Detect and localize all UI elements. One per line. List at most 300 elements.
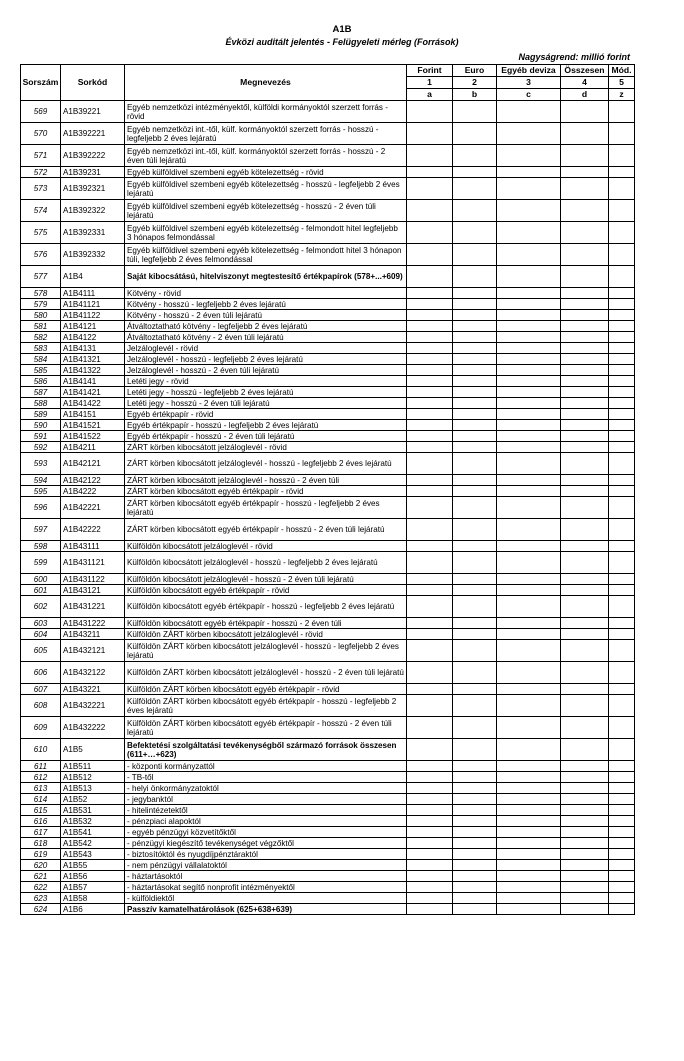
egyeb-deviza-cell[interactable]	[497, 662, 561, 684]
egyeb-deviza-cell[interactable]	[497, 101, 561, 123]
euro-cell[interactable]	[453, 266, 497, 288]
forint-cell[interactable]	[407, 332, 453, 343]
egyeb-deviza-cell[interactable]	[497, 552, 561, 574]
euro-cell[interactable]	[453, 123, 497, 145]
osszesen-cell[interactable]	[561, 442, 609, 453]
forint-cell[interactable]	[407, 849, 453, 860]
osszesen-cell[interactable]	[561, 662, 609, 684]
forint-cell[interactable]	[407, 794, 453, 805]
egyeb-deviza-cell[interactable]	[497, 431, 561, 442]
egyeb-deviza-cell[interactable]	[497, 629, 561, 640]
osszesen-cell[interactable]	[561, 849, 609, 860]
osszesen-cell[interactable]	[561, 717, 609, 739]
row-code: A1B41522	[61, 431, 125, 442]
egyeb-deviza-cell[interactable]	[497, 420, 561, 431]
osszesen-cell[interactable]	[561, 475, 609, 486]
forint-cell[interactable]	[407, 629, 453, 640]
forint-cell[interactable]	[407, 222, 453, 244]
egyeb-deviza-cell[interactable]	[497, 849, 561, 860]
osszesen-cell[interactable]	[561, 794, 609, 805]
egyeb-deviza-cell[interactable]	[497, 409, 561, 420]
euro-cell[interactable]	[453, 101, 497, 123]
egyeb-deviza-cell[interactable]	[497, 486, 561, 497]
mod-cell[interactable]	[609, 695, 635, 717]
egyeb-deviza-cell[interactable]	[497, 585, 561, 596]
euro-cell[interactable]	[453, 552, 497, 574]
egyeb-deviza-cell[interactable]	[497, 365, 561, 376]
mod-cell[interactable]	[609, 904, 635, 915]
forint-cell[interactable]	[407, 574, 453, 585]
mod-cell[interactable]	[609, 310, 635, 321]
mod-cell[interactable]	[609, 684, 635, 695]
forint-cell[interactable]	[407, 805, 453, 816]
euro-cell[interactable]	[453, 288, 497, 299]
mod-cell[interactable]	[609, 585, 635, 596]
row-code: A1B431221	[61, 596, 125, 618]
forint-cell[interactable]	[407, 904, 453, 915]
egyeb-deviza-cell[interactable]	[497, 695, 561, 717]
egyeb-deviza-cell[interactable]	[497, 222, 561, 244]
egyeb-deviza-cell[interactable]	[497, 200, 561, 222]
forint-cell[interactable]	[407, 772, 453, 783]
euro-cell[interactable]	[453, 475, 497, 486]
forint-cell[interactable]	[407, 387, 453, 398]
euro-cell[interactable]	[453, 200, 497, 222]
forint-cell[interactable]	[407, 376, 453, 387]
euro-cell[interactable]	[453, 805, 497, 816]
mod-cell[interactable]	[609, 453, 635, 475]
egyeb-deviza-cell[interactable]	[497, 167, 561, 178]
balance-sheet-table	[20, 64, 635, 915]
euro-cell[interactable]	[453, 519, 497, 541]
osszesen-cell[interactable]	[561, 805, 609, 816]
osszesen-cell[interactable]	[561, 497, 609, 519]
egyeb-deviza-cell[interactable]	[497, 882, 561, 893]
mod-cell[interactable]	[609, 343, 635, 354]
osszesen-cell[interactable]	[561, 882, 609, 893]
forint-cell[interactable]	[407, 662, 453, 684]
egyeb-deviza-cell[interactable]	[497, 288, 561, 299]
mod-cell[interactable]	[609, 574, 635, 585]
euro-cell[interactable]	[453, 739, 497, 761]
osszesen-cell[interactable]	[561, 222, 609, 244]
osszesen-cell[interactable]	[561, 398, 609, 409]
egyeb-deviza-cell[interactable]	[497, 783, 561, 794]
forint-cell[interactable]	[407, 871, 453, 882]
euro-cell[interactable]	[453, 453, 497, 475]
forint-cell[interactable]	[407, 288, 453, 299]
mod-cell[interactable]	[609, 398, 635, 409]
egyeb-deviza-cell[interactable]	[497, 904, 561, 915]
forint-cell[interactable]	[407, 299, 453, 310]
osszesen-cell[interactable]	[561, 409, 609, 420]
osszesen-cell[interactable]	[561, 618, 609, 629]
forint-cell[interactable]	[407, 497, 453, 519]
forint-cell[interactable]	[407, 695, 453, 717]
euro-cell[interactable]	[453, 365, 497, 376]
euro-cell[interactable]	[453, 816, 497, 827]
osszesen-cell[interactable]	[561, 783, 609, 794]
egyeb-deviza-cell[interactable]	[497, 354, 561, 365]
euro-cell[interactable]	[453, 772, 497, 783]
forint-cell[interactable]	[407, 739, 453, 761]
euro-cell[interactable]	[453, 893, 497, 904]
osszesen-cell[interactable]	[561, 860, 609, 871]
egyeb-deviza-cell[interactable]	[497, 475, 561, 486]
osszesen-cell[interactable]	[561, 552, 609, 574]
euro-cell[interactable]	[453, 145, 497, 167]
osszesen-cell[interactable]	[561, 904, 609, 915]
forint-cell[interactable]	[407, 618, 453, 629]
forint-cell[interactable]	[407, 145, 453, 167]
euro-cell[interactable]	[453, 904, 497, 915]
osszesen-cell[interactable]	[561, 332, 609, 343]
osszesen-cell[interactable]	[561, 761, 609, 772]
row-code: A1B41421	[61, 387, 125, 398]
mod-cell[interactable]	[609, 409, 635, 420]
osszesen-cell[interactable]	[561, 145, 609, 167]
mod-cell[interactable]	[609, 882, 635, 893]
mod-cell[interactable]	[609, 640, 635, 662]
euro-cell[interactable]	[453, 310, 497, 321]
euro-cell[interactable]	[453, 178, 497, 200]
osszesen-cell[interactable]	[561, 387, 609, 398]
mod-cell[interactable]	[609, 376, 635, 387]
euro-cell[interactable]	[453, 783, 497, 794]
mod-cell[interactable]	[609, 365, 635, 376]
forint-cell[interactable]	[407, 717, 453, 739]
mod-cell[interactable]	[609, 486, 635, 497]
euro-cell[interactable]	[453, 640, 497, 662]
row-number: 570	[21, 123, 61, 145]
mod-cell[interactable]	[609, 101, 635, 123]
forint-cell[interactable]	[407, 783, 453, 794]
row-name: Egyéb külföldivel szembeni egyéb kötelezettség - felmondott hitel legfeljebb 3 hónapos felmondással	[125, 222, 407, 244]
egyeb-deviza-cell[interactable]	[497, 145, 561, 167]
mod-cell[interactable]	[609, 123, 635, 145]
mod-cell[interactable]	[609, 431, 635, 442]
osszesen-cell[interactable]	[561, 101, 609, 123]
egyeb-deviza-cell[interactable]	[497, 299, 561, 310]
osszesen-cell[interactable]	[561, 288, 609, 299]
forint-cell[interactable]	[407, 178, 453, 200]
row-code: A1B41321	[61, 354, 125, 365]
forint-cell[interactable]	[407, 101, 453, 123]
euro-cell[interactable]	[453, 882, 497, 893]
osszesen-cell[interactable]	[561, 244, 609, 266]
osszesen-cell[interactable]	[561, 486, 609, 497]
mod-cell[interactable]	[609, 805, 635, 816]
egyeb-deviza-cell[interactable]	[497, 398, 561, 409]
mod-cell[interactable]	[609, 475, 635, 486]
osszesen-cell[interactable]	[561, 541, 609, 552]
euro-cell[interactable]	[453, 860, 497, 871]
mod-cell[interactable]	[609, 772, 635, 783]
mod-cell[interactable]	[609, 739, 635, 761]
mod-cell[interactable]	[609, 354, 635, 365]
row-name: Átváltoztatható kötvény - legfeljebb 2 éves lejáratú	[125, 321, 407, 332]
forint-cell[interactable]	[407, 860, 453, 871]
forint-cell[interactable]	[407, 343, 453, 354]
mod-cell[interactable]	[609, 442, 635, 453]
forint-cell[interactable]	[407, 761, 453, 772]
osszesen-cell[interactable]	[561, 585, 609, 596]
euro-cell[interactable]	[453, 585, 497, 596]
euro-cell[interactable]	[453, 354, 497, 365]
mod-cell[interactable]	[609, 618, 635, 629]
forint-cell[interactable]	[407, 596, 453, 618]
euro-cell[interactable]	[453, 618, 497, 629]
osszesen-cell[interactable]	[561, 519, 609, 541]
osszesen-cell[interactable]	[561, 893, 609, 904]
egyeb-deviza-cell[interactable]	[497, 321, 561, 332]
egyeb-deviza-cell[interactable]	[497, 871, 561, 882]
euro-cell[interactable]	[453, 596, 497, 618]
egyeb-deviza-cell[interactable]	[497, 596, 561, 618]
euro-cell[interactable]	[453, 684, 497, 695]
osszesen-cell[interactable]	[561, 365, 609, 376]
euro-cell[interactable]	[453, 849, 497, 860]
forint-cell[interactable]	[407, 585, 453, 596]
forint-cell[interactable]	[407, 486, 453, 497]
forint-cell[interactable]	[407, 640, 453, 662]
mod-cell[interactable]	[609, 299, 635, 310]
osszesen-cell[interactable]	[561, 123, 609, 145]
egyeb-deviza-cell[interactable]	[497, 827, 561, 838]
egyeb-deviza-cell[interactable]	[497, 519, 561, 541]
egyeb-deviza-cell[interactable]	[497, 310, 561, 321]
forint-cell[interactable]	[407, 200, 453, 222]
euro-cell[interactable]	[453, 497, 497, 519]
euro-cell[interactable]	[453, 222, 497, 244]
mod-cell[interactable]	[609, 145, 635, 167]
egyeb-deviza-cell[interactable]	[497, 772, 561, 783]
mod-cell[interactable]	[609, 519, 635, 541]
egyeb-deviza-cell[interactable]	[497, 541, 561, 552]
mod-cell[interactable]	[609, 321, 635, 332]
mod-cell[interactable]	[609, 200, 635, 222]
osszesen-cell[interactable]	[561, 739, 609, 761]
osszesen-cell[interactable]	[561, 266, 609, 288]
mod-cell[interactable]	[609, 717, 635, 739]
euro-cell[interactable]	[453, 387, 497, 398]
forint-cell[interactable]	[407, 354, 453, 365]
egyeb-deviza-cell[interactable]	[497, 266, 561, 288]
egyeb-deviza-cell[interactable]	[497, 717, 561, 739]
egyeb-deviza-cell[interactable]	[497, 376, 561, 387]
mod-cell[interactable]	[609, 827, 635, 838]
osszesen-cell[interactable]	[561, 343, 609, 354]
forint-cell[interactable]	[407, 420, 453, 431]
forint-cell[interactable]	[407, 838, 453, 849]
osszesen-cell[interactable]	[561, 354, 609, 365]
forint-cell[interactable]	[407, 431, 453, 442]
forint-cell[interactable]	[407, 453, 453, 475]
osszesen-cell[interactable]	[561, 200, 609, 222]
mod-cell[interactable]	[609, 167, 635, 178]
osszesen-cell[interactable]	[561, 574, 609, 585]
mod-cell[interactable]	[609, 893, 635, 904]
osszesen-cell[interactable]	[561, 167, 609, 178]
mod-cell[interactable]	[609, 288, 635, 299]
egyeb-deviza-cell[interactable]	[497, 684, 561, 695]
mod-cell[interactable]	[609, 541, 635, 552]
egyeb-deviza-cell[interactable]	[497, 893, 561, 904]
euro-cell[interactable]	[453, 871, 497, 882]
egyeb-deviza-cell[interactable]	[497, 860, 561, 871]
mod-cell[interactable]	[609, 761, 635, 772]
euro-cell[interactable]	[453, 431, 497, 442]
egyeb-deviza-cell[interactable]	[497, 244, 561, 266]
row-code: A1B43121	[61, 585, 125, 596]
mod-cell[interactable]	[609, 222, 635, 244]
table-row	[21, 640, 635, 662]
osszesen-cell[interactable]	[561, 178, 609, 200]
egyeb-deviza-cell[interactable]	[497, 805, 561, 816]
mod-cell[interactable]	[609, 794, 635, 805]
euro-cell[interactable]	[453, 629, 497, 640]
forint-cell[interactable]	[407, 167, 453, 178]
egyeb-deviza-cell[interactable]	[497, 123, 561, 145]
row-name: Egyéb nemzetközi int.-től, külf. kormányoktól szerzett forrás - hosszú - legfeljebb 2 éves lejáratú	[125, 123, 407, 145]
forint-cell[interactable]	[407, 882, 453, 893]
mod-cell[interactable]	[609, 816, 635, 827]
forint-cell[interactable]	[407, 519, 453, 541]
euro-cell[interactable]	[453, 827, 497, 838]
forint-cell[interactable]	[407, 409, 453, 420]
euro-cell[interactable]	[453, 486, 497, 497]
forint-cell[interactable]	[407, 827, 453, 838]
forint-cell[interactable]	[407, 684, 453, 695]
forint-cell[interactable]	[407, 310, 453, 321]
mod-cell[interactable]	[609, 596, 635, 618]
mod-cell[interactable]	[609, 838, 635, 849]
euro-cell[interactable]	[453, 574, 497, 585]
euro-cell[interactable]	[453, 761, 497, 772]
euro-cell[interactable]	[453, 409, 497, 420]
egyeb-deviza-cell[interactable]	[497, 453, 561, 475]
euro-cell[interactable]	[453, 420, 497, 431]
row-name: Passzív kamatelhatárolások (625+638+639)	[125, 904, 407, 915]
euro-cell[interactable]	[453, 442, 497, 453]
forint-cell[interactable]	[407, 816, 453, 827]
osszesen-cell[interactable]	[561, 772, 609, 783]
egyeb-deviza-cell[interactable]	[497, 442, 561, 453]
euro-cell[interactable]	[453, 717, 497, 739]
euro-cell[interactable]	[453, 794, 497, 805]
euro-cell[interactable]	[453, 244, 497, 266]
osszesen-cell[interactable]	[561, 299, 609, 310]
osszesen-cell[interactable]	[561, 871, 609, 882]
mod-cell[interactable]	[609, 266, 635, 288]
mod-cell[interactable]	[609, 849, 635, 860]
egyeb-deviza-cell[interactable]	[497, 178, 561, 200]
mod-cell[interactable]	[609, 860, 635, 871]
forint-cell[interactable]	[407, 123, 453, 145]
forint-cell[interactable]	[407, 541, 453, 552]
osszesen-cell[interactable]	[561, 420, 609, 431]
table-row	[21, 244, 635, 266]
forint-cell[interactable]	[407, 321, 453, 332]
euro-cell[interactable]	[453, 332, 497, 343]
euro-cell[interactable]	[453, 299, 497, 310]
forint-cell[interactable]	[407, 442, 453, 453]
egyeb-deviza-cell[interactable]	[497, 739, 561, 761]
euro-cell[interactable]	[453, 321, 497, 332]
euro-cell[interactable]	[453, 662, 497, 684]
euro-cell[interactable]	[453, 167, 497, 178]
osszesen-cell[interactable]	[561, 816, 609, 827]
mod-cell[interactable]	[609, 662, 635, 684]
osszesen-cell[interactable]	[561, 596, 609, 618]
egyeb-deviza-cell[interactable]	[497, 618, 561, 629]
osszesen-cell[interactable]	[561, 310, 609, 321]
mod-cell[interactable]	[609, 244, 635, 266]
mod-cell[interactable]	[609, 332, 635, 343]
osszesen-cell[interactable]	[561, 431, 609, 442]
egyeb-deviza-cell[interactable]	[497, 387, 561, 398]
egyeb-deviza-cell[interactable]	[497, 816, 561, 827]
osszesen-cell[interactable]	[561, 640, 609, 662]
egyeb-deviza-cell[interactable]	[497, 343, 561, 354]
forint-cell[interactable]	[407, 475, 453, 486]
egyeb-deviza-cell[interactable]	[497, 640, 561, 662]
mod-cell[interactable]	[609, 178, 635, 200]
euro-cell[interactable]	[453, 838, 497, 849]
euro-cell[interactable]	[453, 541, 497, 552]
mod-cell[interactable]	[609, 420, 635, 431]
egyeb-deviza-cell[interactable]	[497, 497, 561, 519]
osszesen-cell[interactable]	[561, 376, 609, 387]
row-name: Letéti jegy - hosszú - legfeljebb 2 éves lejáratú	[125, 387, 407, 398]
table-row	[21, 739, 635, 761]
row-name: ZÁRT körben kibocsátott jelzáloglevél - hosszú - 2 éven túli	[125, 475, 407, 486]
mod-cell[interactable]	[609, 783, 635, 794]
forint-cell[interactable]	[407, 266, 453, 288]
mod-cell[interactable]	[609, 629, 635, 640]
forint-cell[interactable]	[407, 244, 453, 266]
egyeb-deviza-cell[interactable]	[497, 794, 561, 805]
osszesen-cell[interactable]	[561, 321, 609, 332]
osszesen-cell[interactable]	[561, 453, 609, 475]
row-name: Külföldön kibocsátott jelzáloglevél - hosszú - 2 éven túli lejáratú	[125, 574, 407, 585]
osszesen-cell[interactable]	[561, 695, 609, 717]
egyeb-deviza-cell[interactable]	[497, 838, 561, 849]
forint-cell[interactable]	[407, 552, 453, 574]
table-row	[21, 541, 635, 552]
egyeb-deviza-cell[interactable]	[497, 332, 561, 343]
mod-cell[interactable]	[609, 871, 635, 882]
mod-cell[interactable]	[609, 497, 635, 519]
forint-cell[interactable]	[407, 398, 453, 409]
egyeb-deviza-cell[interactable]	[497, 574, 561, 585]
osszesen-cell[interactable]	[561, 827, 609, 838]
euro-cell[interactable]	[453, 343, 497, 354]
osszesen-cell[interactable]	[561, 838, 609, 849]
osszesen-cell[interactable]	[561, 629, 609, 640]
row-number: 589	[21, 409, 61, 420]
mod-cell[interactable]	[609, 552, 635, 574]
row-name: Külföldön ZÁRT körben kibocsátott jelzáloglevél - hosszú - legfeljebb 2 éves lejáratú	[125, 640, 407, 662]
egyeb-deviza-cell[interactable]	[497, 761, 561, 772]
euro-cell[interactable]	[453, 695, 497, 717]
forint-cell[interactable]	[407, 365, 453, 376]
euro-cell[interactable]	[453, 398, 497, 409]
osszesen-cell[interactable]	[561, 684, 609, 695]
euro-cell[interactable]	[453, 376, 497, 387]
mod-cell[interactable]	[609, 387, 635, 398]
forint-cell[interactable]	[407, 893, 453, 904]
